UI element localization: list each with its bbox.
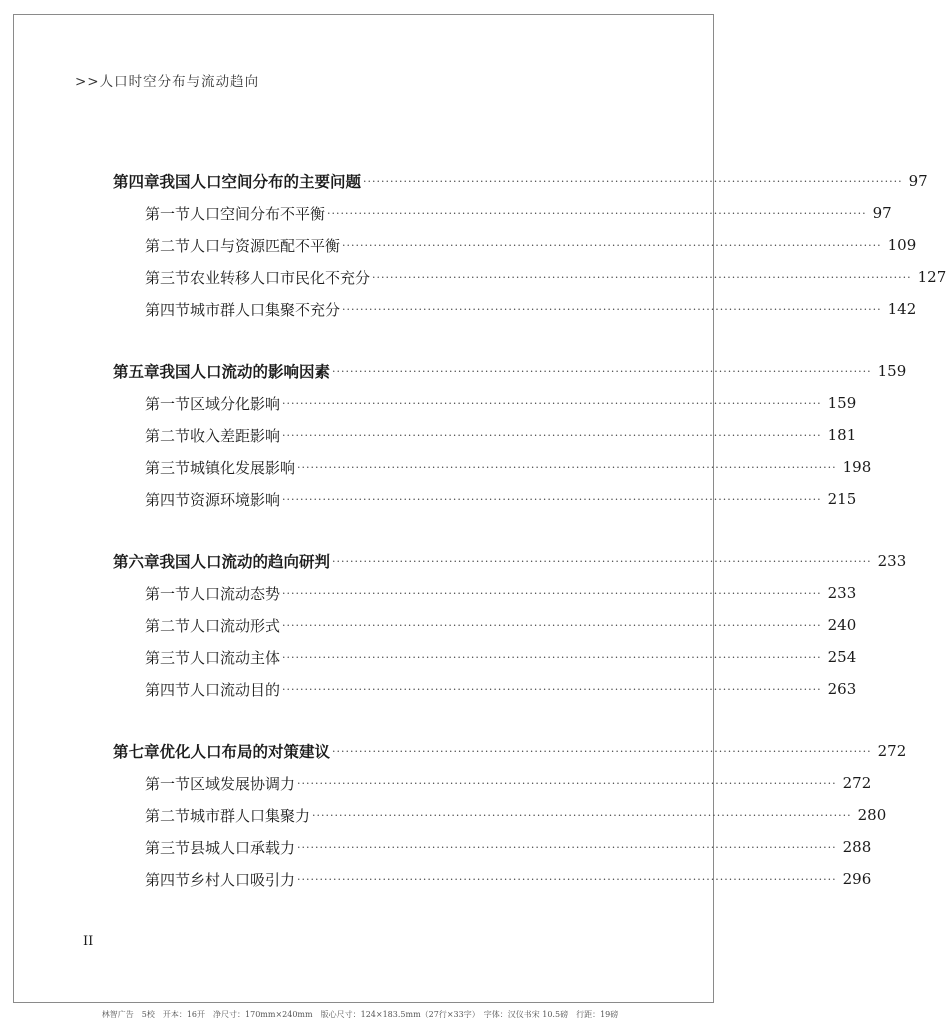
print-spec-footer: 林智广告 5校 开本：16开 净尺寸：170mm×240mm 版心尺寸：124×183.5mm（27行×33字） 字体：汉仪书宋 10.5磅 行距：19磅 xyxy=(101,1010,619,1019)
section-number: 第四节 xyxy=(145,680,191,699)
chapter-page: 233 xyxy=(877,552,907,570)
dot-leader: ························································································································ xyxy=(282,682,822,696)
dot-leader: ························································································································ xyxy=(327,206,867,220)
section-title: 人口空间分布不平衡 xyxy=(190,204,326,223)
running-head: >>人口时空分布与流动趋向 xyxy=(75,74,260,90)
section-number: 第二节 xyxy=(145,806,191,825)
section-entry[interactable] xyxy=(145,229,917,261)
section-title: 人口与资源匹配不平衡 xyxy=(190,236,341,255)
section-title: 农业转移人口市民化不充分 xyxy=(190,268,371,287)
section-entry[interactable] xyxy=(145,799,887,831)
chapter-number: 第五章 xyxy=(113,362,160,381)
section-entry[interactable] xyxy=(145,831,872,863)
section-title: 乡村人口吸引力 xyxy=(190,870,296,889)
chapter-number: 第六章 xyxy=(113,552,160,571)
chapter-entry[interactable] xyxy=(113,545,907,577)
chapter-title: 优化人口布局的对策建议 xyxy=(159,742,331,761)
dot-leader: ························································································································ xyxy=(363,174,903,188)
dot-leader: ························································································································ xyxy=(282,428,822,442)
section-number: 第三节 xyxy=(145,838,191,857)
table-of-contents xyxy=(0,165,946,925)
section-number: 第二节 xyxy=(145,236,191,255)
section-entry[interactable] xyxy=(145,767,872,799)
toc-chapter xyxy=(0,545,907,705)
section-title: 人口流动态势 xyxy=(190,584,281,603)
chapter-title: 我国人口流动的影响因素 xyxy=(159,362,331,381)
section-number: 第一节 xyxy=(145,774,191,793)
dot-leader: ························································································································ xyxy=(282,396,822,410)
dot-leader: ························································································································ xyxy=(342,302,882,316)
section-title: 人口流动目的 xyxy=(190,680,281,699)
toc-chapter xyxy=(0,355,907,515)
dot-leader: ························································································································ xyxy=(282,650,822,664)
chapter-page: 272 xyxy=(877,742,907,760)
section-number: 第四节 xyxy=(145,490,191,509)
section-page: 263 xyxy=(827,680,857,698)
section-page: 198 xyxy=(842,458,872,476)
section-entry[interactable] xyxy=(145,419,857,451)
section-title: 收入差距影响 xyxy=(190,426,281,445)
section-number: 第一节 xyxy=(145,204,191,223)
dot-leader: ························································································································ xyxy=(342,238,882,252)
section-entry[interactable] xyxy=(145,197,892,229)
section-entry[interactable] xyxy=(145,641,857,673)
section-title: 人口流动主体 xyxy=(190,648,281,667)
section-number: 第三节 xyxy=(145,458,191,477)
dot-leader: ························································································································ xyxy=(332,554,872,568)
section-page: 296 xyxy=(842,870,872,888)
section-entry[interactable] xyxy=(145,387,857,419)
dot-leader: ························································································································ xyxy=(332,744,872,758)
section-number: 第一节 xyxy=(145,584,191,603)
section-entry[interactable] xyxy=(145,609,857,641)
section-number: 第二节 xyxy=(145,616,191,635)
chapter-page: 159 xyxy=(877,362,907,380)
section-entry[interactable] xyxy=(145,577,857,609)
section-number: 第四节 xyxy=(145,300,191,319)
section-title: 资源环境影响 xyxy=(190,490,281,509)
section-page: 240 xyxy=(827,616,857,634)
section-page: 127 xyxy=(917,268,946,286)
section-page: 288 xyxy=(842,838,872,856)
dot-leader: ························································································································ xyxy=(312,808,852,822)
section-number: 第四节 xyxy=(145,870,191,889)
dot-leader: ························································································································ xyxy=(297,872,837,886)
section-entry[interactable] xyxy=(145,863,872,895)
chapter-page: 97 xyxy=(908,172,928,190)
section-entry[interactable] xyxy=(145,673,857,705)
section-entry[interactable] xyxy=(145,261,946,293)
dot-leader: ························································································································ xyxy=(332,364,872,378)
section-title: 城镇化发展影响 xyxy=(190,458,296,477)
chapter-entry[interactable] xyxy=(113,355,907,387)
dot-leader: ························································································································ xyxy=(297,776,837,790)
section-page: 233 xyxy=(827,584,857,602)
section-title: 县城人口承载力 xyxy=(190,838,296,857)
section-number: 第一节 xyxy=(145,394,191,413)
section-page: 215 xyxy=(827,490,857,508)
section-page: 280 xyxy=(857,806,887,824)
section-page: 181 xyxy=(827,426,857,444)
dot-leader: ························································································································ xyxy=(297,840,837,854)
section-page: 142 xyxy=(887,300,917,318)
section-page: 159 xyxy=(827,394,857,412)
dot-leader: ························································································································ xyxy=(282,492,822,506)
section-title: 城市群人口集聚力 xyxy=(190,806,311,825)
dot-leader: ························································································································ xyxy=(282,618,822,632)
dot-leader: ························································································································ xyxy=(372,270,912,284)
dot-leader: ························································································································ xyxy=(297,460,837,474)
section-title: 人口流动形式 xyxy=(190,616,281,635)
section-entry[interactable] xyxy=(145,293,917,325)
section-title: 区域发展协调力 xyxy=(190,774,296,793)
chapter-title: 我国人口流动的趋向研判 xyxy=(159,552,331,571)
chapter-entry[interactable] xyxy=(113,165,928,197)
chapter-number: 第四章 xyxy=(113,172,160,191)
section-page: 97 xyxy=(872,204,892,222)
toc-chapter xyxy=(0,735,907,895)
section-entry[interactable] xyxy=(145,483,857,515)
section-page: 272 xyxy=(842,774,872,792)
section-page: 254 xyxy=(827,648,857,666)
page-folio: II xyxy=(83,934,94,949)
section-page: 109 xyxy=(887,236,917,254)
dot-leader: ························································································································ xyxy=(282,586,822,600)
section-entry[interactable] xyxy=(145,451,872,483)
section-title: 城市群人口集聚不充分 xyxy=(190,300,341,319)
section-number: 第三节 xyxy=(145,648,191,667)
chapter-title: 我国人口空间分布的主要问题 xyxy=(159,172,362,191)
chapter-number: 第七章 xyxy=(113,742,160,761)
toc-chapter xyxy=(0,165,946,325)
section-title: 区域分化影响 xyxy=(190,394,281,413)
section-number: 第三节 xyxy=(145,268,191,287)
chapter-entry[interactable] xyxy=(113,735,907,767)
section-number: 第二节 xyxy=(145,426,191,445)
